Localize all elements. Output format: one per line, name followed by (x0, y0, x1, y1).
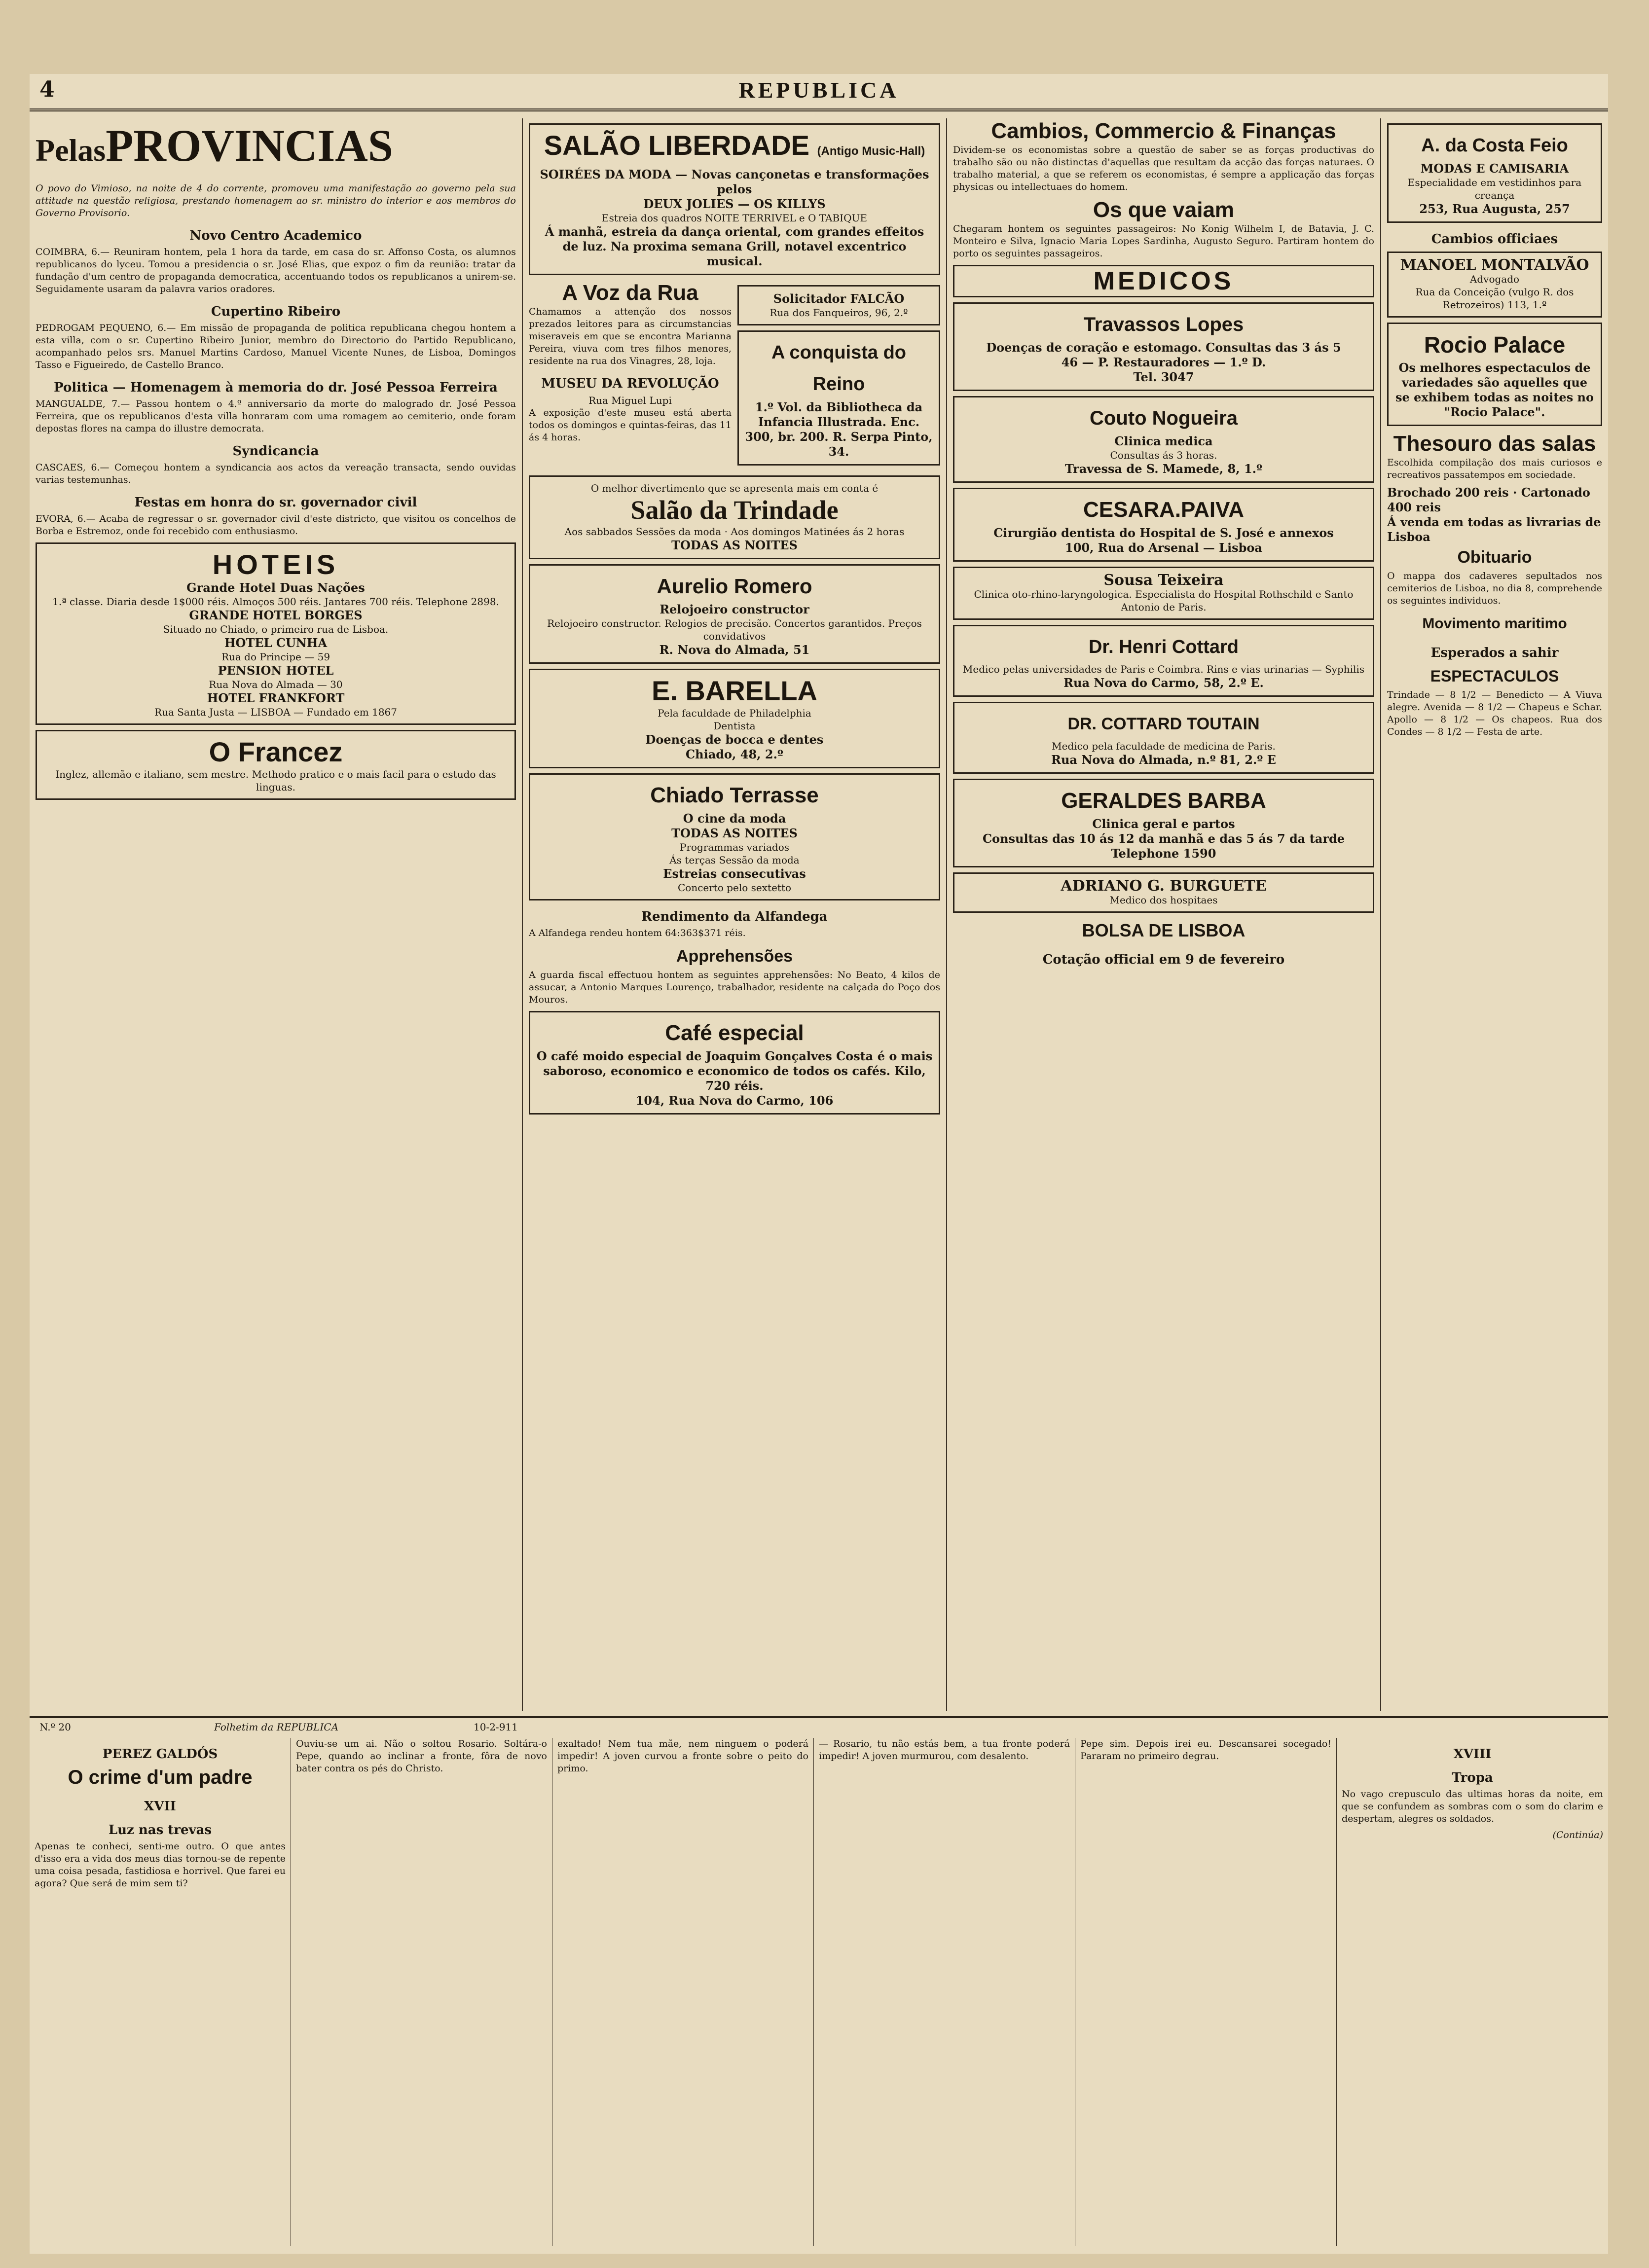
aurelio-text: Relojoeiro constructor. Relogios de precisão. Concertos garantidos. Preços convidativos (547, 617, 922, 642)
feuilleton-chapter-title: Luz nas trevas (108, 1823, 212, 1837)
barella-sub: Pela faculdade de Philadelphia (658, 707, 811, 719)
cottard-ad (953, 625, 1374, 697)
travassos-addr: 46 — P. Restauradores — 1.º D. (1061, 355, 1266, 369)
aurelio-ad (529, 564, 940, 664)
barella-title: E. BARELLA (652, 675, 817, 706)
solicitador-ad (737, 285, 940, 325)
cesara-title: CESARA.PAIVA (1083, 498, 1244, 522)
toutain-addr: Rua Nova do Almada, n.º 81, 2.º E (1051, 753, 1276, 767)
apprehensoes-title: Apprehensões (676, 947, 793, 966)
conquista-text: 1.º Vol. da Bibliotheca da Infancia Illustrada. Enc. 300, br. 200. R. Serpa Pinto, 34. (745, 400, 933, 459)
feuilleton-header (30, 1721, 1608, 1736)
section-title: Syndicancia (232, 444, 319, 459)
bolsa-title: BOLSA DE LISBOA (1082, 920, 1246, 940)
rocio-text: Os melhores espectaculos de variedades são aquelles que se exhibem todas as noites no "Rocio Palace". (1395, 360, 1594, 419)
espectaculos-title: ESPECTACULOS (1430, 667, 1559, 685)
travassos-text: Doenças de coração e estomago. Consultas das 3 ás 5 (986, 340, 1341, 355)
page-number: 4 (39, 77, 55, 102)
cafe-addr: 104, Rua Nova do Carmo, 106 (635, 1093, 834, 1108)
section-text: EVORA, 6.— Acaba de regressar o sr. governador civil d'este districto, que visitou os concelhos de Borba e Estremoz, onde foi recebido com enthusiasmo. (36, 513, 516, 537)
geraldes-ad (953, 779, 1374, 867)
salao-line: SOIRÉES DA MODA — Novas cançonetas e transformações pelos (540, 167, 929, 196)
section-text: PEDROGAM PEQUENO, 6.— Em missão de propaganda de politica republicana chegou hontem a esta villa, com o sr. Cupertino Ribeiro Junior, membro do Directorio do Partido Republicano, acompanhado pelos srs. Manuel Martins Cardoso, Manuel Vicente Nunes, de Lisboa, Domingos Tasso e Figueiredo, de Castello Branco. (36, 323, 516, 370)
chiado-line: Concerto pelo sextetto (677, 882, 792, 894)
obituario-text: O mappa dos cadaveres sepultados nos cemiterios de Lisboa, no dia 8, comprehende os seguintes individuos. (1387, 571, 1602, 606)
feuilleton-text: — Rosario, tu não estás bem, a tua fronte poderá impedir! A joven murmurou, com desalento. (819, 1738, 1070, 1762)
feuilleton (30, 1716, 1608, 2251)
cafe-title: Café especial (665, 1021, 804, 1045)
trindade-bottom: TODAS AS NOITES (671, 538, 798, 552)
feuilleton-col-4 (814, 1738, 1075, 2246)
thesouro-price: Brochado 200 reis · Cartonado 400 reis (1387, 485, 1590, 514)
cottard-addr: Rua Nova do Carmo, 58, 2.º E. (1063, 676, 1264, 690)
salao-line: Á manhã, estreia da dança oriental, com grandes effeitos de luz. Na proxima semana Grill, notavel excentrico musical. (545, 224, 924, 268)
cottard-title: Dr. Henri Cottard (1088, 637, 1239, 657)
cafe-ad (529, 1011, 940, 1115)
barella-text: Dentista (713, 720, 756, 732)
feuilleton-chapter: XVII (144, 1799, 176, 1814)
voz-text: Chamamos a attenção dos nossos prezados leitores para as circumstancias miseraveis em que se encontra Marianna Pereira, viuva com tres filhos menores, residente na rua dos Vinagres, 28, loja. (529, 306, 732, 366)
salao-title: SALÃO LIBERDADE (Antigo Music-Hall) (544, 130, 925, 161)
right-ads (737, 280, 940, 470)
sousa-ad (953, 567, 1374, 620)
couto-text: Consultas ás 3 horas. (1110, 449, 1217, 461)
montalvao-ad (1387, 252, 1602, 318)
hotel-line: Situado no Chiado, o primeiro rua de Lisboa. (163, 623, 389, 635)
solicitador-addr: Rua dos Fanqueiros, 96, 2.º (770, 307, 908, 319)
montalvao-sub: Advogado (1469, 273, 1520, 285)
feuilleton-label: Folhetim da REPUBLICA (214, 1721, 339, 1733)
voz-row (529, 280, 940, 470)
hotel-line: PENSION HOTEL (218, 663, 334, 678)
feio-sub: MODAS E CAMISARIA (1420, 161, 1569, 176)
barella-ad (529, 669, 940, 768)
feuilleton-chapter-title: Tropa (1452, 1770, 1493, 1785)
feuilleton-continua: (Continúa) (1552, 1830, 1603, 1840)
chiado-sub: O cine da moda (683, 811, 786, 826)
montalvao-addr: Rua da Conceição (vulgo R. dos Retrozeiros) 113, 1.º (1415, 286, 1574, 311)
section-text: MANGUALDE, 7.— Passou hontem o 4.º anniversario da morte do malogrado dr. José Pessoa Ferreira, que os republicanos d'esta villa honraram com uma romagem ao cemiterio, onde foram depostas flores na campa do illustre democrata. (36, 398, 516, 434)
thesouro-title: Thesouro das salas (1393, 432, 1596, 456)
rocio-ad (1387, 323, 1602, 426)
feuilleton-col-6 (1337, 1738, 1608, 2246)
museu-sub: Rua Miguel Lupi (588, 395, 672, 406)
travassos-title: Travassos Lopes (1083, 314, 1244, 335)
hotel-line: Rua do Principe — 59 (221, 651, 330, 663)
newspaper-title: REPUBLICA (738, 77, 899, 103)
museu-text: A exposição d'este museu está aberta todos os domingos e quintas-feiras, das 11 ás 4 horas. (529, 407, 732, 443)
feuilleton-date: 10-2-911 (474, 1721, 518, 1733)
os-que-vaiam-text: Chegaram hontem os seguintes passageiros: No Konig Wilhelm I, de Batavia, J. C. Monteiro e Silva, Ignacio Maria Lopes Sardinha, Augusto Seguro. Partiram hontem do porto os seguintes passageiros. (953, 223, 1374, 259)
chiado-line: Estreias consecutivas (663, 866, 806, 881)
toutain-title: DR. COTTARD TOUTAIN (1067, 715, 1260, 733)
rocio-title: Rocio Palace (1424, 332, 1566, 358)
medicos-banner: MEDICOS (953, 265, 1374, 297)
francez-ad (36, 730, 516, 800)
chiado-line: TODAS AS NOITES (671, 826, 798, 840)
museu-title: MUSEU DA REVOLUÇÃO (541, 376, 719, 391)
feuilleton-col-2 (291, 1738, 552, 2246)
column-right (1381, 118, 1608, 1711)
feuilleton-col-1 (30, 1738, 291, 2246)
geraldes-title: GERALDES BARBA (1061, 789, 1266, 813)
section-title: Novo Centro Academico (189, 228, 362, 243)
section-title: Festas em honra do sr. governador civil (134, 495, 417, 510)
cesara-ad (953, 488, 1374, 562)
column-provincias (30, 118, 523, 1711)
feuilleton-author: PEREZ GALDÓS (102, 1747, 218, 1762)
feuilleton-number: N.º 20 (39, 1721, 71, 1733)
trindade-brand: Salão da Trindade (630, 495, 839, 525)
salao-liberdade-ad (529, 123, 940, 275)
cambios-officiaes-title: Cambios officiaes (1431, 232, 1558, 247)
montalvao-title: MANOEL MONTALVÃO (1400, 256, 1589, 274)
section-text: CASCAES, 6.— Começou hontem a syndicancia aos actos da vereação transacta, sendo ouvidas varias testemunhas. (36, 462, 516, 485)
cottard-text: Medico pelas universidades de Paris e Coimbra. Rins e vias urinarias — Syphilis (962, 663, 1365, 675)
feuilleton-text: Apenas te conheci, senti-me outro. O que antes d'isso era a vida dos meus dias tornou-se de repente uma coisa pesada, fastidiosa e horrivel. Que farei eu agora? Que será de mim sem ti? (35, 1841, 286, 1889)
cafe-text: O café moido especial de Joaquim Gonçalves Costa é o mais saboroso, economico e economico de todos os cafés. Kilo, 720 réis. (536, 1049, 933, 1093)
feuilleton-col-3 (552, 1738, 814, 2246)
feio-addr: 253, Rua Augusta, 257 (1419, 202, 1570, 216)
alfandega-text: A Alfandega rendeu hontem 64:363$371 réis. (529, 928, 746, 938)
feuilleton-text: No vago crepusculo das ultimas horas da noite, em que se confundem as sombras com o som do clarim e despertam, alegres os soldados. (1342, 1789, 1603, 1824)
hotel-line: GRANDE HOTEL BORGES (189, 608, 363, 622)
provincias-headline: PelasPROVINCIAS (36, 120, 393, 171)
francez-text: Inglez, allemão e italiano, sem mestre. Methodo pratico e o mais facil para o estudo das linguas. (55, 768, 496, 793)
burguete-ad (953, 872, 1374, 913)
feuilleton-text: exaltado! Nem tua mãe, nem ninguem o poderá impedir! A joven curvou a fronte sobre o peito do primo. (557, 1738, 808, 1774)
espectaculos-text: Trindade — 8 1/2 — Benedicto — A Viuva alegre. Avenida — 8 1/2 — Chapeus e Schar. Apollo — 8 1/2 — Os chapeos. Rua dos Condes — 8 1/2 — Festa de arte. (1387, 689, 1602, 737)
sousa-title: Sousa Teixeira (1103, 572, 1224, 589)
hotel-line: HOTEL FRANKFORT (207, 691, 345, 705)
feuilleton-col-5 (1075, 1738, 1337, 2246)
column-cambios-medicos (947, 118, 1381, 1711)
movimento-title: Movimento maritimo (1422, 615, 1567, 632)
barella-addr: Chiado, 48, 2.º (686, 747, 783, 761)
toutain-ad (953, 702, 1374, 774)
couto-title: Couto Nogueira (1090, 407, 1238, 429)
feuilleton-chapter: XVIII (1453, 1747, 1492, 1762)
obituario-title: Obituario (1457, 548, 1532, 567)
feuilleton-text: Pepe sim. Depois irei eu. Descansarei socegado! Pararam no primeiro degrau. (1080, 1738, 1331, 1762)
aurelio-addr: R. Nova do Almada, 51 (659, 643, 810, 657)
thesouro-text: Escolhida compilação dos mais curiosos e recreativos passatempos em sociedade. (1387, 457, 1602, 480)
aurelio-title: Aurelio Romero (657, 575, 812, 598)
couto-sub: Clinica medica (1114, 434, 1213, 448)
feio-line: Especialidade em vestidinhos para creança (1407, 177, 1582, 201)
alfandega-title: Rendimento da Alfandega (641, 909, 828, 924)
section-title: Cupertino Ribeiro (211, 304, 341, 319)
geraldes-text: Consultas das 10 ás 12 da manhã e das 5 ás 7 da tarde (982, 831, 1345, 846)
provincias-intro: O povo do Vimioso, na noite de 4 do corrente, promoveu uma manifestação ao governo pela sua attitude na questão religiosa, prestando homenagem ao sr. ministro do interior e aos membros do Governo Provisorio. (36, 183, 516, 218)
sousa-text: Clinica oto-rhino-laryngologica. Especialista do Hospital Rothschild e Santo Antonio de Paris. (974, 588, 1354, 613)
chiado-ad (529, 773, 940, 900)
couto-ad (953, 396, 1374, 483)
salao-line: DEUX JOLIES — OS KILLYS (643, 197, 826, 211)
chiado-title: Chiado Terrasse (650, 783, 819, 807)
francez-title: O Francez (209, 736, 343, 767)
hotel-line: Rua Santa Justa — LISBOA — Fundado em 1867 (154, 706, 397, 718)
feio-ad (1387, 123, 1602, 223)
section-text: COIMBRA, 6.— Reuniram hontem, pela 1 hora da tarde, em casa do sr. Affonso Costa, os alumnos republicanos do lyceu. Tomou a presidencia o sr. José Elias, que expoz o fim da reunião: tratar da fundação d'um centro de propaganda democratica, accentuando todos os republicanos a unirem-se. Seguidamente usaram da palavra varios oradores. (36, 247, 516, 294)
cesara-text: Cirurgião dentista do Hospital de S. José e annexos (993, 526, 1334, 540)
travassos-ad (953, 302, 1374, 391)
voz-da-rua (529, 280, 732, 470)
hotel-line: Rua Nova do Almada — 30 (209, 679, 343, 690)
feuilleton-text: Ouviu-se um ai. Não o soltou Rosario. Soltára-o Pepe, quando ao inclinar a fronte, fôra de novo bater contra os pés do Christo. (296, 1738, 547, 1774)
hotel-line: 1.ª classe. Diaria desde 1$000 réis. Almoços 500 réis. Jantares 700 réis. Telephone 2898. (52, 596, 499, 608)
hoteis-title: HOTEIS (212, 549, 339, 580)
feuilleton-title: O crime d'um padre (68, 1766, 253, 1788)
voz-title: A Voz da Rua (562, 281, 698, 305)
geraldes-sub: Clinica geral e partos (1092, 817, 1235, 831)
geraldes-tel: Telephone 1590 (1111, 846, 1216, 861)
travassos-tel: Tel. 3047 (1133, 370, 1194, 384)
column-ads-center (523, 118, 947, 1711)
barella-tag: Doenças de bocca e dentes (645, 732, 824, 747)
feio-title: A. da Costa Feio (1421, 135, 1568, 156)
aurelio-sub: Relojoeiro constructor (660, 602, 809, 616)
trindade-ad (529, 475, 940, 559)
hotel-line: HOTEL CUNHA (224, 636, 328, 650)
section-title: Politica — Homenagem à memoria do dr. José Pessoa Ferreira (54, 380, 498, 395)
chiado-line: Ás terças Sessão da moda (669, 854, 800, 866)
hoteis-ad (36, 542, 516, 725)
cesara-addr: 100, Rua do Arsenal — Lisboa (1065, 540, 1262, 555)
trindade-left: O melhor divertimento que se apresenta mais em conta é (590, 482, 879, 494)
cambios-text: Dividem-se os economistas sobre a questão de saber se as forças productivas do trabalho são ou não distinctas d'aquellas que resultam da acção das forças naturaes. O trabalho material, a que se referem os economistas, é sempre a applicação das forças physicas ou intellectuaes do homem. (953, 144, 1374, 192)
newspaper-page (30, 74, 1608, 2254)
trindade-right: Aos sabbados Sessões da moda · Aos domingos Matinées ás 2 horas (564, 526, 905, 538)
bolsa-sub: Cotação official em 9 de fevereiro (1042, 952, 1285, 967)
salao-line: Estreia dos quadros NOITE TERRIVEL e O TABIQUE (602, 212, 867, 224)
conquista-ad (737, 330, 940, 466)
burguete-title: ADRIANO G. BURGUETE (1061, 877, 1267, 895)
burguete-sub: Medico dos hospitaes (1109, 894, 1218, 906)
apprehensoes-text: A guarda fiscal effectuou hontem as seguintes apprehensões: No Beato, 4 kilos de assucar, a Antonio Marques Lourenço, trabalhador, residente na calçada do Poço dos Mouros. (529, 970, 940, 1005)
toutain-text: Medico pela faculdade de medicina de Paris. (1052, 740, 1276, 752)
conquista-title: A conquista do Reino (771, 342, 907, 395)
thesouro-vend: Á venda em todas as livrarias de Lisboa (1387, 515, 1601, 544)
movimento-sub: Esperados a sahir (1430, 646, 1559, 660)
chiado-line: Programmas variados (679, 841, 790, 853)
couto-addr: Travessa de S. Mamede, 8, 1.º (1064, 462, 1263, 476)
cambios-title: Cambios, Commercio & Finanças (991, 119, 1336, 143)
masthead (30, 74, 1608, 111)
solicitador-title: Solicitador FALCÃO (773, 291, 905, 306)
hotel-line: Grande Hotel Duas Nações (186, 580, 365, 595)
os-que-vaiam-title: Os que vaiam (1093, 198, 1235, 222)
